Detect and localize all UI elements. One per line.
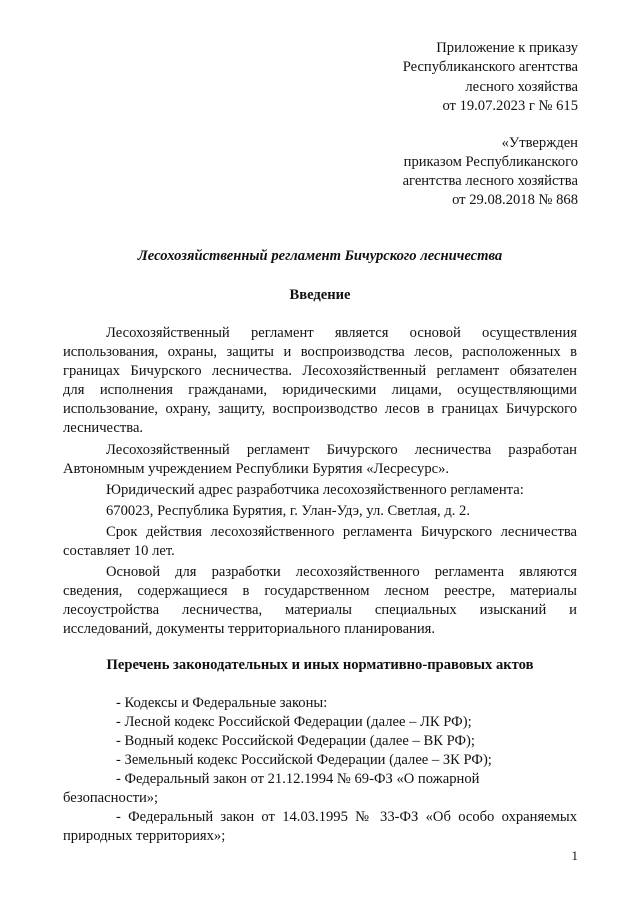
body-line: Лесохозяйственный регламент Бичурского лесничества разработан [106, 442, 577, 458]
approval-line: агентства лесного хозяйства [402, 173, 578, 189]
approval-line: от 29.08.2018 № 868 [452, 192, 578, 208]
header-line: лесного хозяйства [465, 79, 578, 95]
list-item: - Лесной кодекс Российской Федерации (далее – ЛК РФ); [116, 714, 472, 730]
body-line: использования, охраны, защиты и воспроизводства лесов, расположенных в [63, 344, 577, 360]
list-item: - Земельный кодекс Российской Федерации (далее – ЗК РФ); [116, 752, 492, 768]
document-title: Лесохозяйственный регламент Бичурского лесничества [137, 248, 503, 264]
body-line: Лесохозяйственный регламент является основой осуществления [106, 325, 577, 341]
list-item: - Кодексы и Федеральные законы: [116, 695, 328, 711]
body-line: лесничества. [63, 420, 144, 436]
body-line: границах Бичурского лесничества. Лесохозяйственный регламент обязателен [63, 363, 577, 379]
body-line: лесоустройства лесничества, материалы специальных изысканий и [63, 602, 577, 618]
list-item: - Федеральный закон от 14.03.1995 № 33-ФЗ «Об особо охраняемых [116, 809, 577, 825]
header-line: Приложение к приказу [436, 40, 578, 56]
body-line: для исполнения гражданами, юридическими лицами, осуществляющими [63, 382, 577, 398]
list-item: - Федеральный закон от 21.12.1994 № 69-ФЗ «О пожарной [116, 771, 480, 787]
body-line: Срок действия лесохозяйственного регламента Бичурского лесничества [106, 524, 577, 540]
list-item: безопасности»; [63, 790, 159, 806]
header-line: от 19.07.2023 г № 615 [442, 98, 578, 114]
header-line: Республиканского агентства [402, 59, 578, 75]
body-line: Основой для разработки лесохозяйственного регламента являются [106, 564, 577, 580]
approval-line: «Утвержден [501, 135, 578, 151]
body-line: сведения, содержащиеся в государственном лесном реестре, материалы [63, 583, 577, 599]
list-item: - Водный кодекс Российской Федерации (далее – ВК РФ); [116, 733, 475, 749]
approval-line: приказом Республиканского [403, 154, 578, 170]
body-line: исследований, документы территориального планирования. [63, 621, 436, 637]
list-item: природных территориях»; [63, 828, 226, 844]
list-heading: Перечень законодательных и иных нормативно-правовых актов [106, 657, 534, 673]
body-line: Юридический адрес разработчика лесохозяйственного регламента: [106, 482, 524, 498]
body-line: Автономным учреждением Республики Бурятия «Лесресурс». [63, 461, 450, 477]
page-number: 1 [571, 848, 578, 863]
body-line: составляет 10 лет. [63, 543, 175, 559]
body-line: использование, охрану, защиту, воспроизводство лесов в границах Бичурского [63, 401, 577, 417]
intro-heading: Введение [289, 287, 351, 303]
body-line: 670023, Республика Бурятия, г. Улан-Удэ, ул. Светлая, д. 2. [106, 503, 470, 519]
